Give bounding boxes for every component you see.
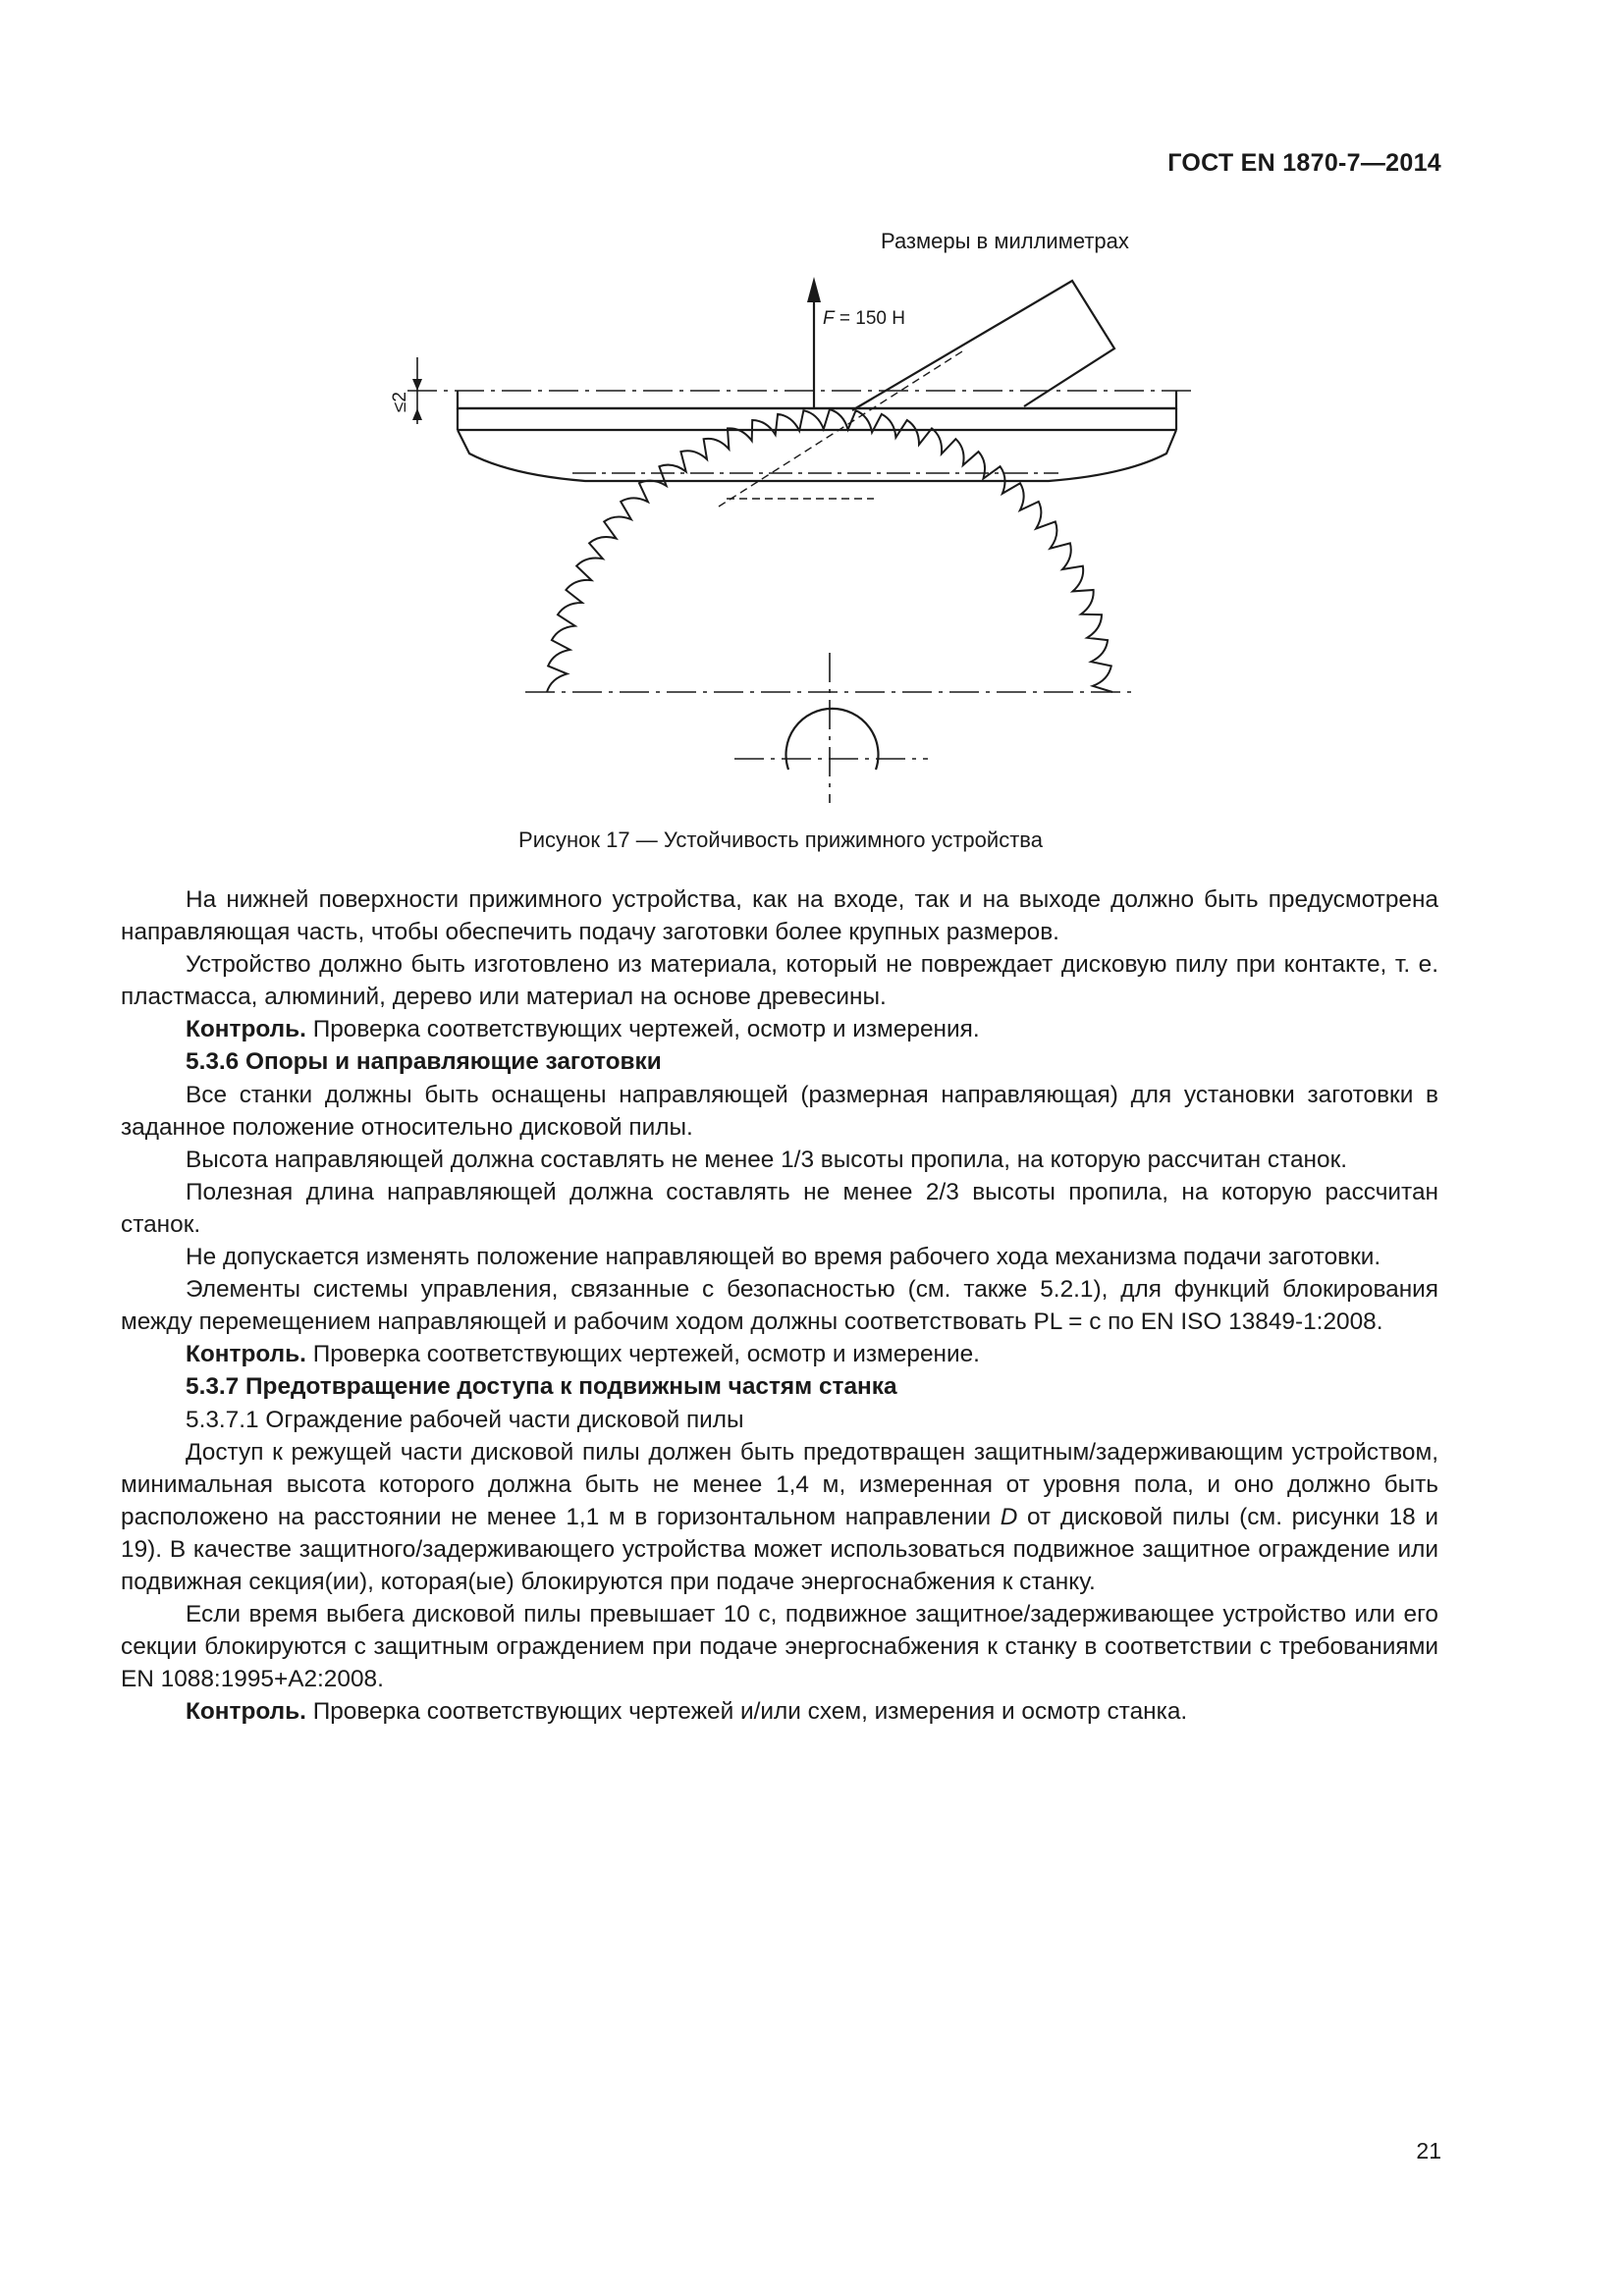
pressure-device-body [458,391,1176,481]
control-text: Проверка соответствующих чертежей, осмотр и измерение. [305,1341,980,1368]
body-text [121,883,1438,1728]
force-label: F = 150 Н [823,308,905,329]
force-arrowhead [807,277,821,302]
paragraph: Устройство должно быть изготовлено из материала, который не повреждает дисковую пилу при контакте, т. е. пластмасса, алюминий, дерево или материал на основе древесины. [121,951,1438,1011]
subsection-heading-5-3-7-1: 5.3.7.1 Ограждение рабочей части дисковой пилы [186,1406,744,1433]
saw-blade-teeth [547,409,1112,692]
control-label: Контроль. [186,1016,306,1043]
paragraph: На нижней поверхности прижимного устройства, как на входе, так и на выходе должно быть предусмотрена направляющая часть, чтобы обеспечить подачу заготовки более крупных размеров. [121,886,1438,946]
text-run: Доступ к режущей части дисковой пилы должен быть предотвращен защитным/задерживающим устройством, минимальная высота которого должна быть не менее 1,4 м, измеренная от уровня пола, и оно должно быть расположено на расстоянии не менее 1,1 м в горизонтальном направлении [121,1438,1438,1530]
paragraph [121,1013,1438,1045]
figure-17-drawing [0,0,1624,815]
control-label: Контроль. [186,1341,306,1368]
paragraph: Не допускается изменять положение направляющей во время рабочего хода механизма подачи заготовки. [186,1244,1381,1271]
variable-d: D [1000,1503,1018,1530]
paragraph [121,1338,1438,1370]
paragraph: Элементы системы управления, связанные с безопасностью (см. также 5.2.1), для функций блокирования между перемещением направляющей и рабочим ходом должны соответствовать PL = c по EN ISO 13849-1:2008. [121,1276,1438,1336]
paragraph: Полезная длина направляющей должна составлять не менее 2/3 высоты пропила, на которую рассчитан станок. [121,1178,1438,1238]
figure-caption: Рисунок 17 — Устойчивость прижимного устройства [518,828,1043,852]
paragraph: Высота направляющей должна составлять не менее 1/3 высоты пропила, на которую рассчитан станок. [186,1146,1348,1173]
section-heading-5-3-7: 5.3.7 Предотвращение доступа к подвижным частям станка [186,1373,897,1401]
saw-hub-arc [785,709,878,770]
paragraph [121,1695,1438,1728]
section-heading-5-3-6: 5.3.6 Опоры и направляющие заготовки [186,1048,662,1076]
control-text: Проверка соответствующих чертежей и/или схем, измерения и осмотр станка. [305,1698,1188,1726]
paragraph: Все станки должны быть оснащены направляющей (размерная направляющая) для установки заготовки в заданное положение относительно дисковой пилы. [121,1081,1438,1141]
control-label: Контроль. [186,1698,306,1726]
text-run: от дисковой пилы (см. рисунки 18 и 19). В качестве защитного/задерживающего устройства может использоваться подвижное защитное ограждение или подвижная секция(ии), которая(ые) блокируются при подаче энергоснабжения к станку. [121,1503,1438,1595]
page-number: 21 [1416,2138,1441,2163]
paragraph [121,1436,1438,1598]
dimensions-note: Размеры в миллиметрах [881,229,1129,253]
control-text: Проверка соответствующих чертежей, осмотр и измерения. [305,1016,980,1043]
gap-label: ≤2 [390,392,410,412]
paragraph: Если время выбега дисковой пилы превышает 10 с, подвижное защитное/задерживающее устройство или его секции блокируются с защитным ограждением при подаче энергоснабжения к станку в соответствии с требованиями EN 1088:1995+A2:2008. [121,1601,1438,1693]
document-code: ГОСТ EN 1870-7—2014 [1167,149,1441,177]
